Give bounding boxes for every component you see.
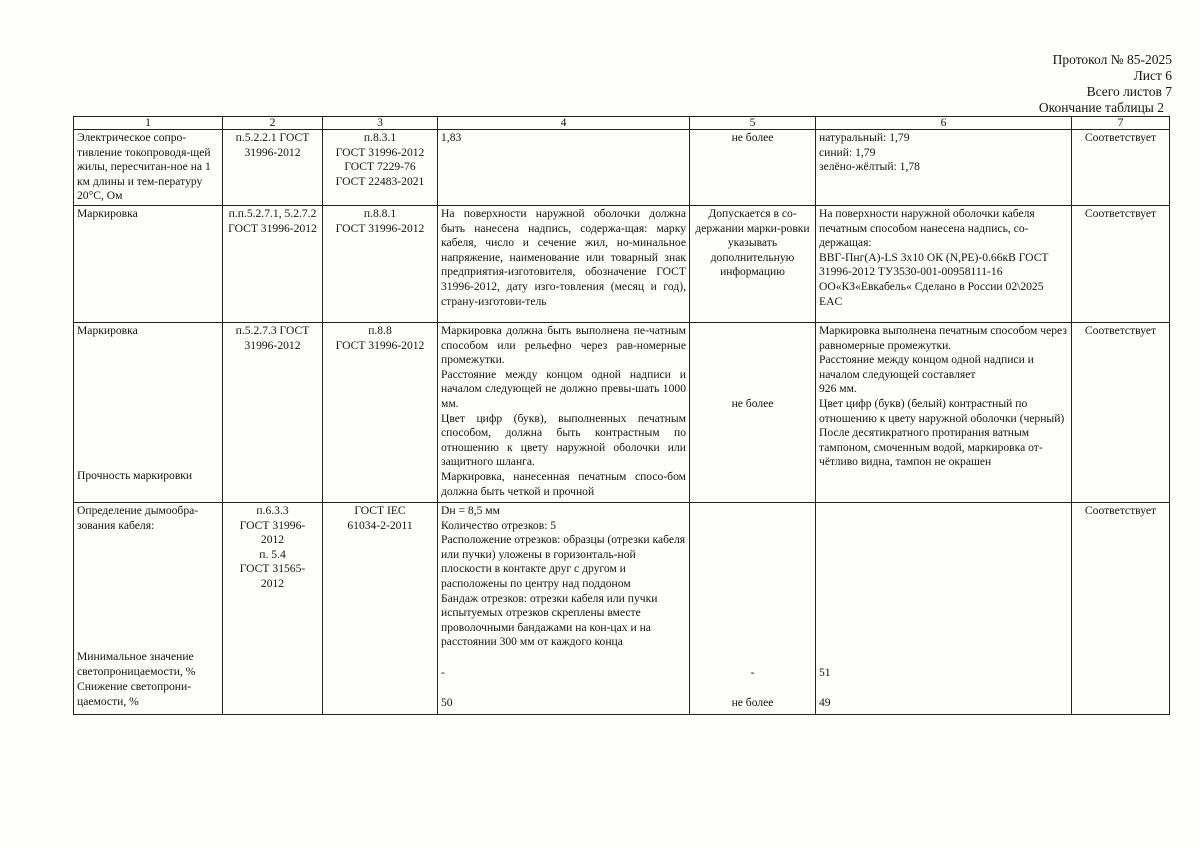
tolerance-label: - [750,665,755,679]
conformity-cell: Соответствует [1072,205,1170,322]
characteristic-cell: Электрическое сопро-тивление токопроводя-щей жилы, пересчитан-ное на 1 км длины и тем-пературу 20°С, Ом [74,130,223,206]
requirement-paragraph: Маркировка должна быть выполнена пе-чатным способом или рельефно через рав-номерные промежутки. [441,323,686,367]
characteristic-label: Прочность маркировки [77,468,193,482]
test-method-line: ГОСТ 31996-2012 [335,221,425,235]
conformity-cell: Соответствует [1072,130,1170,206]
requirement-clause-line: п.6.3.3 [256,503,289,517]
sheet-number: Лист 6 [1133,68,1172,83]
test-method-line: п.8.3.1 [363,131,397,144]
protocol-number: Протокол № 85-2025 [1052,52,1172,67]
test-method-line: ГОСТ 31996-2012 [335,338,425,352]
tolerance-cell: не более [690,130,816,206]
column-number: 6 [816,117,1072,130]
table-row [74,502,1170,714]
table-continuation-label: Окончание таблицы 2 [1038,100,1164,115]
requirement-paragraph: Цвет цифр (букв), выполненных печатным способом, должна быть контрастным по отношению к цвету наружной оболочки или защитного шланга. [441,411,686,469]
table-row [74,130,1170,206]
requirement-clause-cell: п.п.5.2.7.1, 5.2.7.2 ГОСТ 31996-2012 [223,205,323,322]
tolerance-cell: Допускается в со-держании марки-ровки указывать дополнительную информацию [690,205,816,322]
tolerance-cell [690,322,816,502]
actual-value-line: Расстояние между концом одной надписи и началом следующей составляет [819,353,1034,381]
column-number: 3 [323,117,438,130]
test-method-line: ГОСТ 22483-2021 [335,174,425,188]
requirement-clause-line: ГОСТ 31996- [239,518,306,532]
actual-value-line: натуральный: 1,79 [819,131,910,144]
test-method-line: ГОСТ 7229-76 [344,160,416,174]
requirement-clause-cell: п.5.2.7.3 ГОСТ 31996-2012 [223,322,323,502]
characteristic-cell [74,322,223,502]
requirement-paragraph: Расстояние между концом одной надписи и началом следующей не должно превы-шать 1000 мм. [441,367,686,410]
characteristic-label: Минимальное значение светопроницаемости, % [77,649,196,678]
actual-value-line: синий: 1,79 [819,145,876,159]
requirement-value: 50 [441,695,453,709]
table-row [74,205,1170,322]
actual-value-line: ВВГ-Пнг(А)-LS 3х10 ОК (N,PE)-0.66кВ ГОСТ 31996-2012 ТУ3530-001-00958111-16 ОО«КЗ«Евкабель« Сделано в России 02\2025 EAC [819,250,1049,308]
conformity-cell: Соответствует [1072,322,1170,502]
requirement-value-cell [438,322,690,502]
requirement-value-cell: На поверхности наружной оболочки должна быть нанесена надпись, содержа-щая: марку кабеля, число и сечение жил, но-минальное напряжение, наименование или товарный знак предприятия-изготовителя, обозначение ГОСТ 31996-2012, дату изго-товления (месяц и год), страну-изготови-тель [438,205,690,322]
total-sheets: Всего листов 7 [1086,84,1172,99]
requirement-value-cell: 1,83 [438,130,690,206]
test-method-line: п.8.8 [368,323,392,337]
test-method-line: п.8.8.1 [363,206,397,220]
test-method-cell [323,322,438,502]
characteristic-label: Маркировка [77,323,138,337]
requirement-value-cell [438,502,690,714]
requirement-paragraph: Dн = 8,5 мм [441,503,500,517]
requirement-clause-cell [223,502,323,714]
actual-value-line: Маркировка выполнена печатным способом через равномерные промежутки. [819,323,1067,352]
column-number: 4 [438,117,690,130]
requirement-clause-cell: п.5.2.2.1 ГОСТ 31996-2012 [223,130,323,206]
actual-value-cell [816,205,1072,322]
actual-value-line: На поверхности наружной оболочки кабеля печатным способом нанесена надпись, со-держащая: [819,206,1035,250]
test-method-cell [323,205,438,322]
requirement-clause-line: ГОСТ 31565- [239,562,306,576]
characteristic-label: Определение дымообра-зования кабеля: [77,503,199,532]
requirement-value: - [441,665,445,679]
test-method-cell [323,502,438,714]
requirement-paragraph: Количество отрезков: 5 [441,518,557,532]
actual-value-line: зелёно-жёлтый: 1,78 [819,160,920,174]
actual-value-cell [816,502,1072,714]
table-row [74,322,1170,502]
column-number: 7 [1072,117,1170,130]
tolerance-label: не более [731,695,774,709]
actual-value-line: 926 мм. [819,382,857,396]
requirement-clause-line: 2012 [260,576,285,590]
test-method-line: ГОСТ 31996-2012 [335,145,425,159]
column-number: 2 [223,117,323,130]
actual-value-cell [816,322,1072,502]
requirement-paragraph: Бандаж отрезков: отрезки кабеля или пучки испытуемых отрезков скреплены вместе проволочными бандажами на кон-цах и на расстоянии 300 мм от каждого конца [441,591,658,649]
actual-value-line: Цвет цифр (букв) (белый) контрастный по отношению к цвету наружной оболочки (черный) [819,396,1065,425]
requirement-paragraph: Маркировка, нанесенная печатным спосо-бом должна быть четкой и прочной [441,469,686,498]
column-number-row [74,117,1170,130]
characteristic-cell [74,502,223,714]
actual-value-cell [816,130,1072,206]
tolerance-cell [690,502,816,714]
column-number: 5 [690,117,816,130]
tolerance-label: не более [731,396,774,410]
column-number: 1 [74,117,223,130]
actual-value-line: 51 [819,665,831,679]
results-table [73,116,1170,715]
actual-value-line: 49 [819,695,831,709]
test-method-cell [323,130,438,206]
characteristic-label: Снижение светопрони-цаемости, % [77,679,192,708]
conformity-cell: Соответствует [1072,502,1170,714]
test-method-line: 61034-2-2011 [347,518,413,532]
requirement-paragraph: Расположение отрезков: образцы (отрезки кабеля или пучки) уложены в горизонталь-ной плоскости в контакте друг с другом и расположены по центру над поддоном [441,533,686,590]
requirement-clause-line: п. 5.4 [259,547,286,561]
test-method-line: ГОСТ IEC [354,503,406,517]
actual-value-line: После десятикратного протирания ватным тампоном, смоченным водой, маркировка от-чётливо видна, тампон не окрашен [819,426,1043,469]
requirement-clause-line: 2012 [260,533,285,547]
characteristic-cell: Маркировка [74,205,223,322]
